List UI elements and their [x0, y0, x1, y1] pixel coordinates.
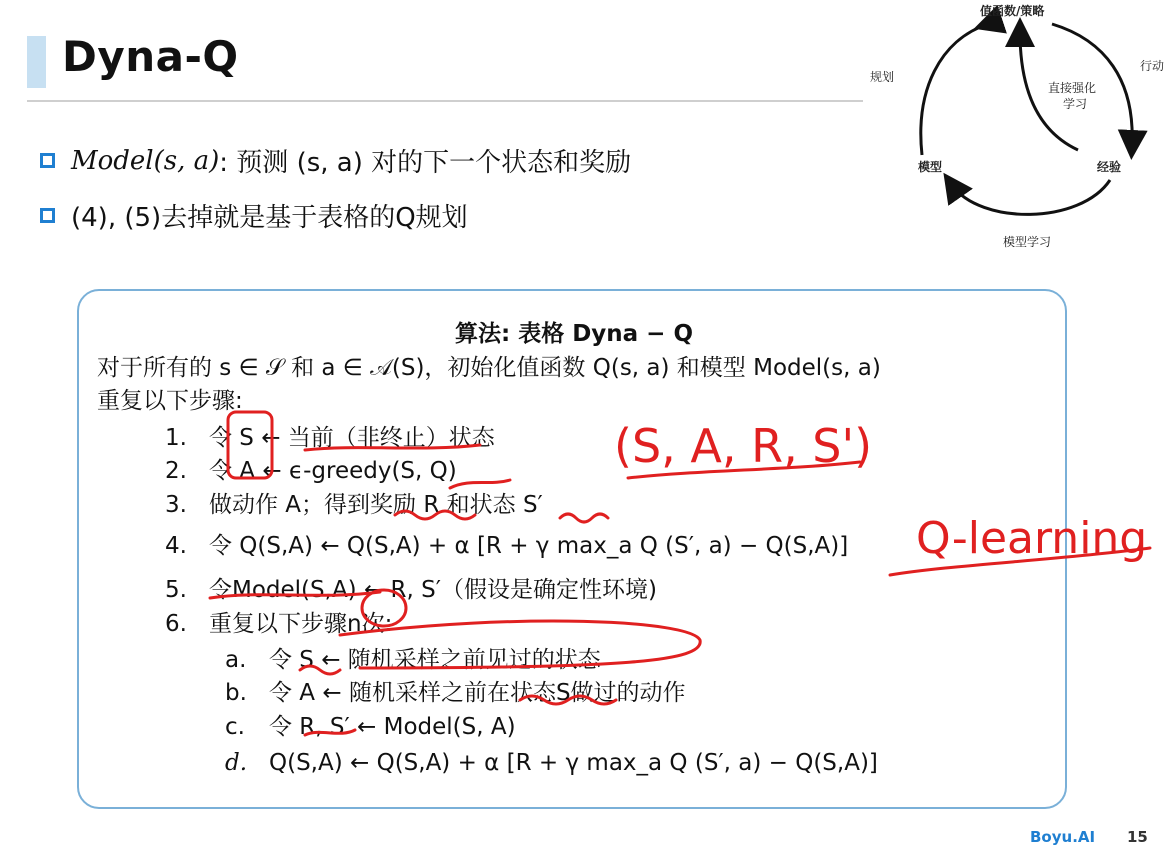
step-number: 5. — [165, 577, 187, 603]
ink-annotation-qlearning: Q-learning — [916, 513, 1148, 564]
substep-text: 令 R, S′ ← Model(S, A) — [269, 714, 516, 740]
diagram-right-arc-label: 行动 — [1140, 59, 1165, 73]
step-text: 令 A ← ϵ-greedy(S, Q) — [209, 458, 457, 484]
step-text: 令Model(S,A) ← R, S′（假设是确定性环境) — [209, 577, 657, 603]
algorithm-step — [165, 571, 657, 604]
algorithm-step — [165, 605, 392, 638]
step-number: 3. — [165, 492, 187, 518]
substep-letter: a. — [225, 647, 247, 673]
step-text: 重复以下步骤n次: — [209, 611, 393, 637]
ink-annotation-tuple: (S, A, R, S') — [614, 419, 873, 473]
bullet-2-text: (4), (5)去掉就是基于表格的Q规划 — [71, 203, 468, 233]
bullet-1-math: Model(s, a) — [71, 145, 220, 176]
step-number: 1. — [165, 425, 187, 451]
substep-letter: b. — [225, 680, 247, 706]
algorithm-step — [165, 486, 543, 519]
algorithm-step — [165, 419, 495, 452]
dyna-cycle-diagram — [860, 0, 1170, 260]
diagram-left-node: 模型 — [918, 160, 943, 174]
title-accent-bar — [27, 36, 46, 88]
algorithm-substep — [225, 641, 601, 674]
bullet-square-icon — [40, 153, 55, 168]
substep-text: 令 A ← 随机采样之前在状态S做过的动作 — [269, 680, 686, 706]
bullet-2 — [40, 197, 468, 234]
page-number: 15 — [1127, 828, 1148, 846]
algorithm-box — [77, 289, 1067, 809]
diagram-bottom-arc-label: 模型学习 — [1003, 235, 1052, 249]
algorithm-title: 算法: 表格 Dyna − Q — [454, 321, 694, 347]
bullet-square-icon — [40, 208, 55, 223]
cycle-arrows — [860, 0, 1170, 260]
step-number: 2. — [165, 458, 187, 484]
step-number: 4. — [165, 533, 187, 559]
step-text: 做动作 A；得到奖励 R 和状态 S′ — [209, 492, 543, 518]
algorithm-substep — [225, 674, 686, 707]
algorithm-step — [165, 527, 848, 560]
title-divider — [27, 100, 863, 102]
algorithm-repeat: 重复以下步骤: — [97, 388, 243, 414]
algorithm-init: 对于所有的 s ∈ 𝒮 和 a ∈ 𝒜(S)，初始化值函数 Q(s, a) 和模型 Model(s, a) — [97, 355, 881, 381]
algorithm-substep — [225, 708, 516, 741]
step-text: 令 S ← 当前（非终止）状态 — [209, 425, 495, 451]
bullet-1 — [40, 142, 631, 179]
diagram-right-node: 经验 — [1097, 160, 1122, 174]
algorithm-step — [165, 452, 457, 485]
slide-title: Dyna-Q — [62, 32, 239, 81]
step-text: 令 Q(S,A) ← Q(S,A) + α [R + γ max_a Q (S′, a) − Q(S,A)] — [209, 533, 849, 559]
algorithm-substep — [225, 750, 878, 776]
footer-brand: Boyu.AI — [1030, 828, 1096, 846]
bullet-1-text: : 预测 (s, a) 对的下一个状态和奖励 — [219, 148, 632, 178]
diagram-left-arc-label: 规划 — [870, 70, 895, 84]
substep-text: 令 S ← 随机采样之前见过的状态 — [269, 647, 601, 673]
diagram-center-label-2: 学习 — [1063, 97, 1088, 111]
diagram-top-label: 值函数/策略 — [980, 4, 1045, 18]
step-number: 6. — [165, 611, 187, 637]
diagram-center-label-1: 直接强化 — [1048, 81, 1097, 95]
substep-text: Q(S,A) ← Q(S,A) + α [R + γ max_a Q (S′, a) − Q(S,A)] — [269, 750, 878, 776]
substep-letter: c. — [225, 714, 245, 740]
substep-letter: d. — [225, 750, 248, 776]
